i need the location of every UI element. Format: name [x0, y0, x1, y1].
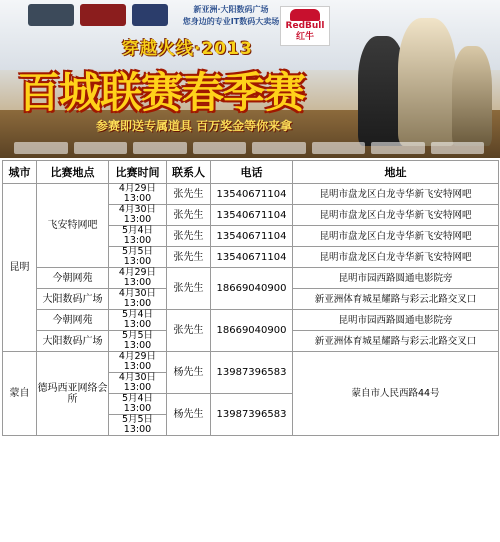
footer-logo-strip	[14, 142, 484, 154]
phone-cell: 13987396583	[211, 394, 293, 436]
redbull-brand: RedBull	[285, 21, 325, 31]
phone-cell: 13540671104	[211, 205, 293, 226]
address-cell: 昆明市盘龙区白龙寺华新飞安特网吧	[293, 247, 499, 268]
table-row	[3, 268, 499, 289]
venue-cell: 今朝网苑	[37, 310, 109, 331]
address-cell: 昆明市园西路圆通电影院旁	[293, 268, 499, 289]
bull-icon	[290, 9, 320, 21]
phone-cell: 13540671104	[211, 226, 293, 247]
phone-cell: 18669040900	[211, 268, 293, 310]
sponsor-logo-3	[132, 4, 168, 26]
city-cell: 昆明	[3, 184, 37, 352]
date-cell: 4月29日 13:00	[109, 268, 167, 289]
table-row	[3, 184, 499, 205]
phone-cell: 13540671104	[211, 247, 293, 268]
address-cell: 蒙自市人民西路44号	[293, 352, 499, 436]
contact-cell: 张先生	[167, 268, 211, 310]
header-address: 地址	[293, 161, 499, 184]
date-cell: 4月30日 13:00	[109, 205, 167, 226]
date-cell: 5月4日 13:00	[109, 310, 167, 331]
event-title: 穿越火线·2013	[122, 39, 253, 59]
contact-cell: 张先生	[167, 184, 211, 205]
venue-cell: 大阳数码广场	[37, 331, 109, 352]
address-cell: 昆明市盘龙区白龙寺华新飞安特网吧	[293, 226, 499, 247]
header-phone: 电话	[211, 161, 293, 184]
phone-cell: 18669040900	[211, 310, 293, 352]
date-cell: 5月4日 13:00	[109, 226, 167, 247]
venue-cell: 德玛西亚网络会所	[37, 352, 109, 436]
date-cell: 5月5日 13:00	[109, 247, 167, 268]
contact-cell: 张先生	[167, 310, 211, 352]
sponsor-logo-2	[80, 4, 126, 26]
soldier-figure-2	[398, 18, 456, 146]
contact-cell: 杨先生	[167, 394, 211, 436]
date-cell: 4月29日 13:00	[109, 184, 167, 205]
address-cell: 新亚洲体育城星耀路与彩云北路交叉口	[293, 289, 499, 310]
schedule-table	[2, 160, 499, 436]
header-contact: 联系人	[167, 161, 211, 184]
redbull-logo	[280, 6, 330, 46]
table-header-row	[3, 161, 499, 184]
address-cell: 昆明市园西路圆通电影院旁	[293, 310, 499, 331]
address-cell: 昆明市盘龙区白龙寺华新飞安特网吧	[293, 205, 499, 226]
venue-cell: 大阳数码广场	[37, 289, 109, 310]
contact-cell: 杨先生	[167, 352, 211, 394]
city-cell: 蒙自	[3, 352, 37, 436]
contact-cell: 张先生	[167, 247, 211, 268]
venue-cell: 今朝网苑	[37, 268, 109, 289]
main-title: 百城联赛春季赛	[18, 68, 306, 117]
contact-cell: 张先生	[167, 226, 211, 247]
contact-cell: 张先生	[167, 205, 211, 226]
partner-logo	[176, 4, 286, 28]
partner-tagline: 您身边的专业IT数码大卖场	[182, 17, 280, 26]
date-cell: 5月5日 13:00	[109, 415, 167, 436]
header-time: 比赛时间	[109, 161, 167, 184]
redbull-cn: 红牛	[295, 32, 314, 42]
slogan: 参赛即送专属道具 百万奖金等你来拿	[96, 119, 293, 133]
venue-cell: 飞安特网吧	[37, 184, 109, 268]
table-row	[3, 310, 499, 331]
address-cell: 昆明市盘龙区白龙寺华新飞安特网吧	[293, 184, 499, 205]
date-cell: 5月4日 13:00	[109, 394, 167, 415]
event-banner	[0, 0, 500, 158]
address-cell: 新亚洲体育城星耀路与彩云北路交叉口	[293, 331, 499, 352]
header-city: 城市	[3, 161, 37, 184]
sponsor-logo-1	[28, 4, 74, 26]
partner-name: 新亚洲·大阳数码广场	[193, 5, 269, 14]
table-row	[3, 352, 499, 373]
phone-cell: 13540671104	[211, 184, 293, 205]
date-cell: 4月29日 13:00	[109, 352, 167, 373]
date-cell: 5月5日 13:00	[109, 331, 167, 352]
date-cell: 4月30日 13:00	[109, 289, 167, 310]
date-cell: 4月30日 13:00	[109, 373, 167, 394]
phone-cell: 13987396583	[211, 352, 293, 394]
header-venue: 比赛地点	[37, 161, 109, 184]
soldier-figure-3	[452, 46, 492, 146]
